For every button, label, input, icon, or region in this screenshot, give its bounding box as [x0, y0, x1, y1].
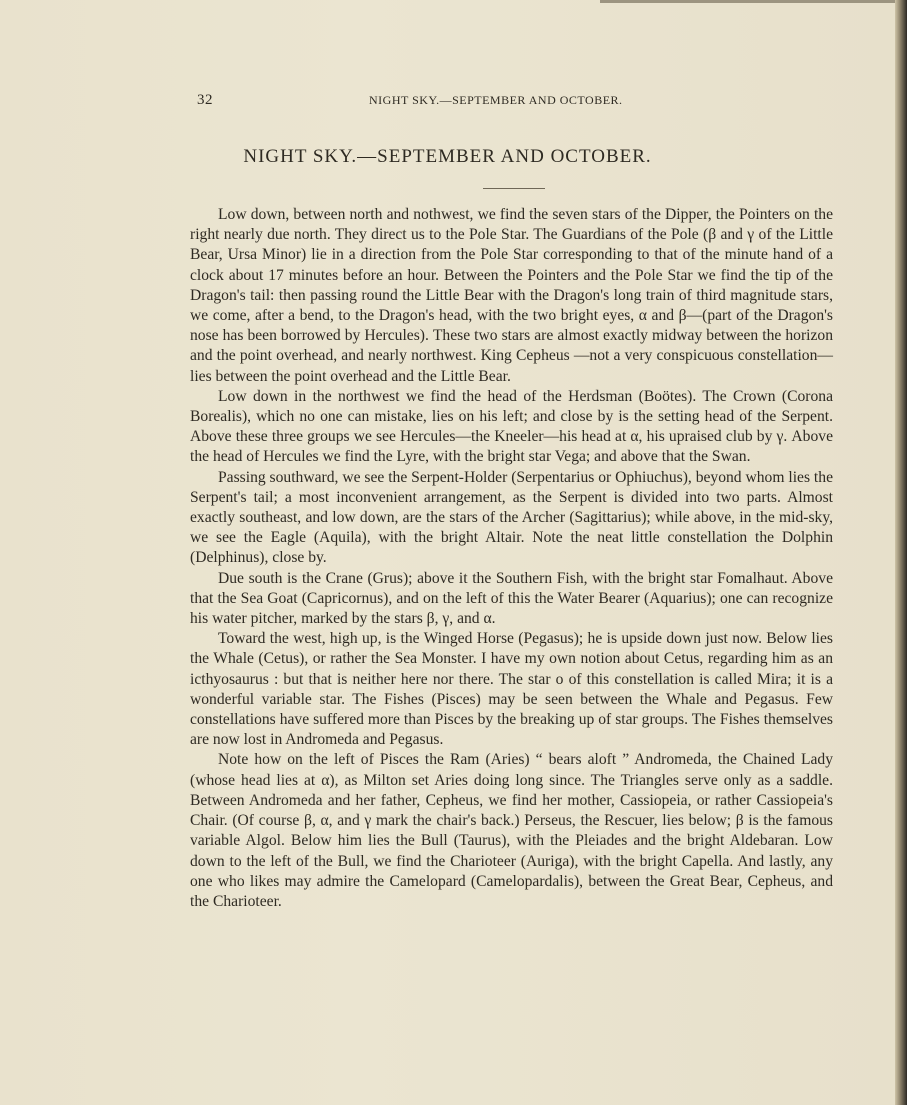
paragraph: Passing southward, we see the Serpent-Holder (Serpentarius or Ophiuchus), beyond whom lies the Serpent's tail; a most inconvenient arrangement, as the Serpent is divided into two parts. Almost exactly southeast, and low down, are the stars of the Archer (Sagittarius); while above, in the mid-sky, we see the Eagle (Aquila), with the bright Altair. Note the neat little constellation the Dolphin (Delphinus), close by. [190, 468, 833, 567]
paragraph: Note how on the left of Pisces the Ram (Aries) “ bears aloft ” Andromeda, the Chained Lady (whose head lies at α), as Milton set Aries doing long since. The Triangles serve only as a saddle. Between Andromeda and her father, Cepheus, we find her mother, Cassiopeia, or rather Cassiopeia's Chair. (Of course β, α, and γ mark the chair's back.) Perseus, the Rescuer, lies below; β is the famous variable Algol. Below him lies the Bull (Taurus), with the Pleiades and the bright Aldebaran. Low down to the left of the Bull, we find the Charioteer (Auriga), with the bright Capella. And lastly, any one who likes may admire the Camelopard (Camelopardalis), between the Great Bear, Cepheus, and the Charioteer. [190, 751, 833, 910]
paragraph: Low down in the northwest we find the head of the Herdsman (Boötes). The Crown (Corona Borealis), which no one can mistake, lies on his left; and close by is the setting head of the Serpent. Above these three groups we see Hercules—the Kneeler—his head at α, his upraised club by γ. Above the head of Hercules we find the Lyre, with the bright star Vega; and above that the Swan. [190, 387, 833, 466]
page-edge-shadow [895, 0, 907, 1105]
page-number: 32 [197, 92, 213, 108]
paragraph: Low down, between north and nothwest, we find the seven stars of the Dipper, the Pointers on the right nearly due north. They direct us to the Pole Star. The Guardians of the Pole (β and γ of the Little Bear, Ursa Minor) lie in a direction from the Pole Star corresponding to that of the minute hand of a clock about 17 minutes before an hour. Between the Pointers and the Pole Star we find the tip of the Dragon's tail: then passing round the Little Bear with the Dragon's long train of third magnitude stars, we come, after a bend, to the Dragon's head, with the two bright eyes, α and β—(part of the Dragon's nose has been borrowed by Hercules). These two stars are almost exactly midway between the horizon and the point overhead, and nearly northwest. King Cepheus —not a very conspicuous constellation—lies between the point overhead and the Little Bear. [190, 206, 833, 385]
running-title: NIGHT SKY.—SEPTEMBER AND OCTOBER. [369, 93, 623, 107]
article-body [190, 205, 833, 912]
paragraph: Due south is the Crane (Grus); above it the Southern Fish, with the bright star Fomalhaut. Above that the Sea Goat (Capricornus), and on the left of this the Water Bearer (Aquarius); one can recognize his water pitcher, marked by the stars β, γ, and α. [190, 569, 833, 628]
top-border-line [600, 0, 895, 3]
paragraph: Toward the west, high up, is the Winged Horse (Pegasus); he is upside down just now. Below lies the Whale (Cetus), or rather the Sea Monster. I have my own notion about Cetus, regarding him as an icthyosaurus : but that is neither here nor there. The star o of this constellation is called Mira; it is a wonderful variable star. The Fishes (Pisces) may be seen between the Whale and Pegasus. Few constellations have suffered more than Pisces by the breaking up of star groups. The Fishes themselves are now lost in Andromeda and Pegasus. [190, 630, 833, 749]
chapter-title: NIGHT SKY.—SEPTEMBER AND OCTOBER. [243, 146, 652, 167]
title-rule [483, 188, 545, 189]
running-head [197, 92, 847, 110]
